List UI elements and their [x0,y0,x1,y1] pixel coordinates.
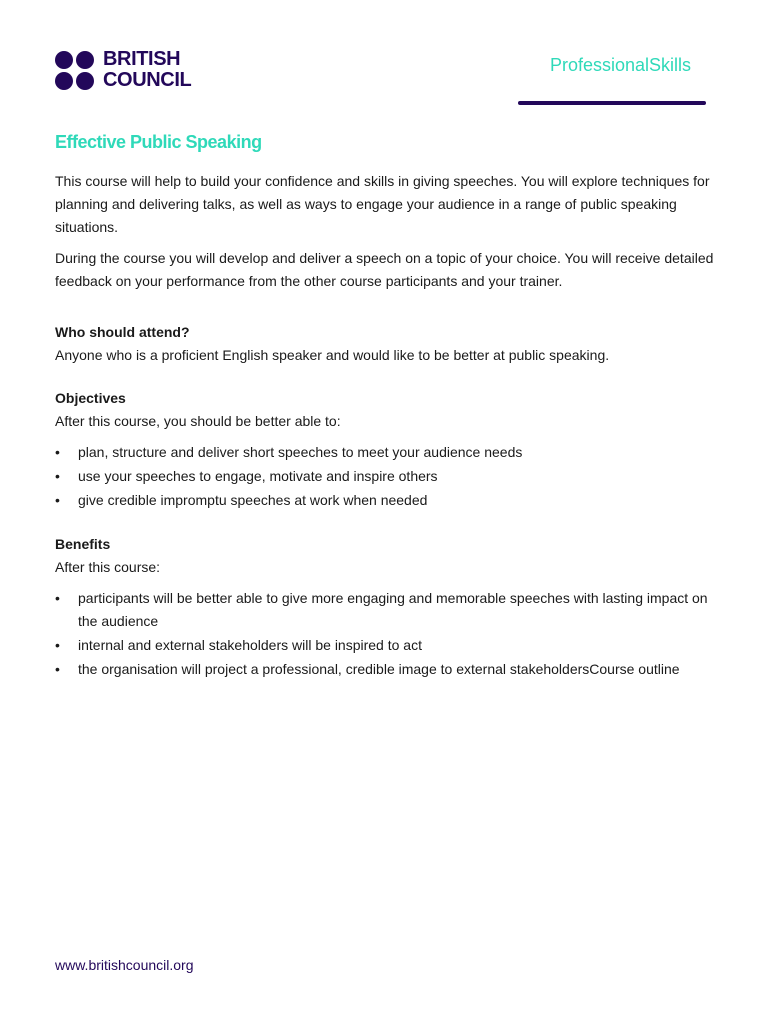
list-item: • participants will be better able to give more engaging and memorable speeches with lasting impact on the audience [55,587,715,633]
objectives-list [55,441,715,512]
list-item: • use your speeches to engage, motivate and inspire others [55,465,715,488]
benefits-lead: After this course: [55,559,161,575]
who-should-attend-text: Anyone who is a proficient English speaker and would like to be better at public speaking. [55,347,610,363]
objectives-lead: After this course, you should be better able to: [55,413,341,429]
logo-dots-icon [55,51,94,90]
list-item: • give credible impromptu speeches at work when needed [55,489,715,512]
objectives-heading: Objectives [55,390,126,406]
benefits-heading: Benefits [55,536,111,552]
benefits-list [55,587,715,681]
course-description [55,170,715,682]
website-link[interactable]: www.britishcouncil.org [55,957,194,973]
professional-skills-tag: ProfessionalSkills [549,55,691,75]
header-divider [518,101,706,105]
intro-paragraph-2: During the course you will develop and deliver a speech on a topic of your choice. You will receive detailed feedback on your performance from the other course participants and your trainer. [55,250,714,289]
logo-wordmark: BRITISH COUNCIL [103,48,192,91]
course-title: Effective Public Speaking [55,132,262,152]
list-item: • plan, structure and deliver short speeches to meet your audience needs [55,441,715,464]
intro-paragraph-1: This course will help to build your confidence and skills in giving speeches. You will explore techniques for planning and delivering talks, as well as ways to engage your audience in a range of public speaking situations. [55,173,710,235]
who-should-attend-heading: Who should attend? [55,324,190,340]
list-item: • internal and external stakeholders will be inspired to act [55,634,715,657]
british-council-logo [55,49,191,91]
list-item: • the organisation will project a professional, credible image to external stakeholdersCourse outline [55,658,715,681]
